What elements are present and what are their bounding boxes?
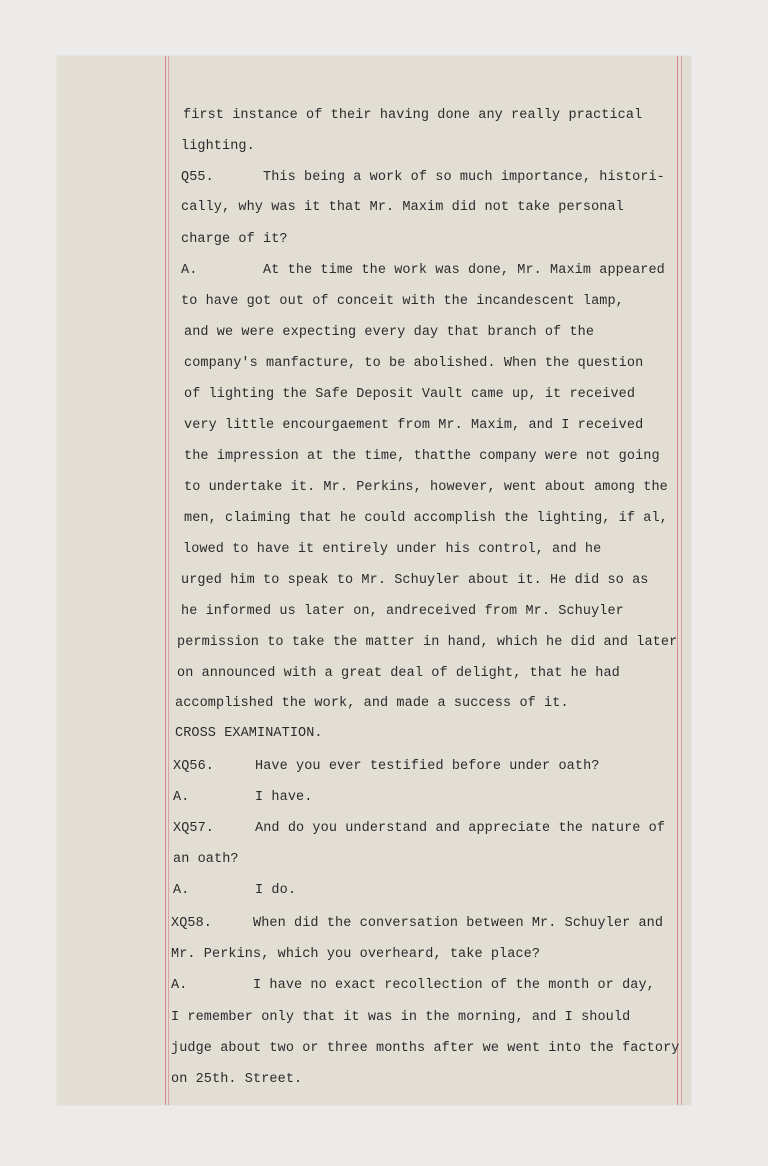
text-line: an oath? [173,852,239,867]
text-line: A. I have no exact recollection of the month or day, [171,978,655,993]
text-line: XQ57. And do you understand and appreciate the nature of [173,821,666,836]
text-line: A. At the time the work was done, Mr. Maxim appeared [181,263,665,278]
margin-rule-left-inner [168,56,169,1105]
margin-rule-left [165,56,166,1105]
text-line: Q55. This being a work of so much importance, histori- [181,170,665,185]
text-line: cally, why was it that Mr. Maxim did not take personal [181,200,624,215]
margin-rule-right-outer [681,56,682,1105]
text-line: charge of it? [181,232,288,247]
text-line: I remember only that it was in the morning, and I should [171,1010,631,1025]
text-line: permission to take the matter in hand, which he did and later [177,635,678,650]
text-line: XQ58. When did the conversation between Mr. Schuyler and [171,916,664,931]
text-line: to undertake it. Mr. Perkins, however, went about among the [184,480,668,495]
text-line: company's manfacture, to be abolished. When the question [184,356,644,371]
document-page [57,56,691,1105]
text-line: judge about two or three months after we went into the factory [171,1041,680,1056]
text-line: he informed us later on, andreceived from Mr. Schuyler [181,604,624,619]
text-line: first instance of their having done any really practical [183,108,643,123]
text-line: accomplished the work, and made a success of it. [175,696,569,711]
text-line: lowed to have it entirely under his control, and he [183,542,602,557]
text-line: A. I have. [173,790,313,805]
text-line: A. I do. [173,883,297,898]
text-line: of lighting the Safe Deposit Vault came up, it received [184,387,636,402]
margin-rule-right [677,56,678,1105]
text-line: the impression at the time, thatthe company were not going [184,449,660,464]
text-line: on 25th. Street. [171,1072,303,1087]
section-heading: CROSS EXAMINATION. [175,726,323,741]
text-line: on announced with a great deal of delight, that he had [177,666,620,681]
text-line: urged him to speak to Mr. Schuyler about it. He did so as [181,573,649,588]
text-line: Mr. Perkins, which you overheard, take place? [171,947,541,962]
text-line: to have got out of conceit with the incandescent lamp, [181,294,624,309]
text-line: very little encourgaement from Mr. Maxim, and I received [184,418,644,433]
text-line: and we were expecting every day that branch of the [184,325,595,340]
text-line: XQ56. Have you ever testified before under oath? [173,759,600,774]
text-line: lighting. [181,139,255,154]
text-line: men, claiming that he could accomplish the lighting, if al, [184,511,668,526]
